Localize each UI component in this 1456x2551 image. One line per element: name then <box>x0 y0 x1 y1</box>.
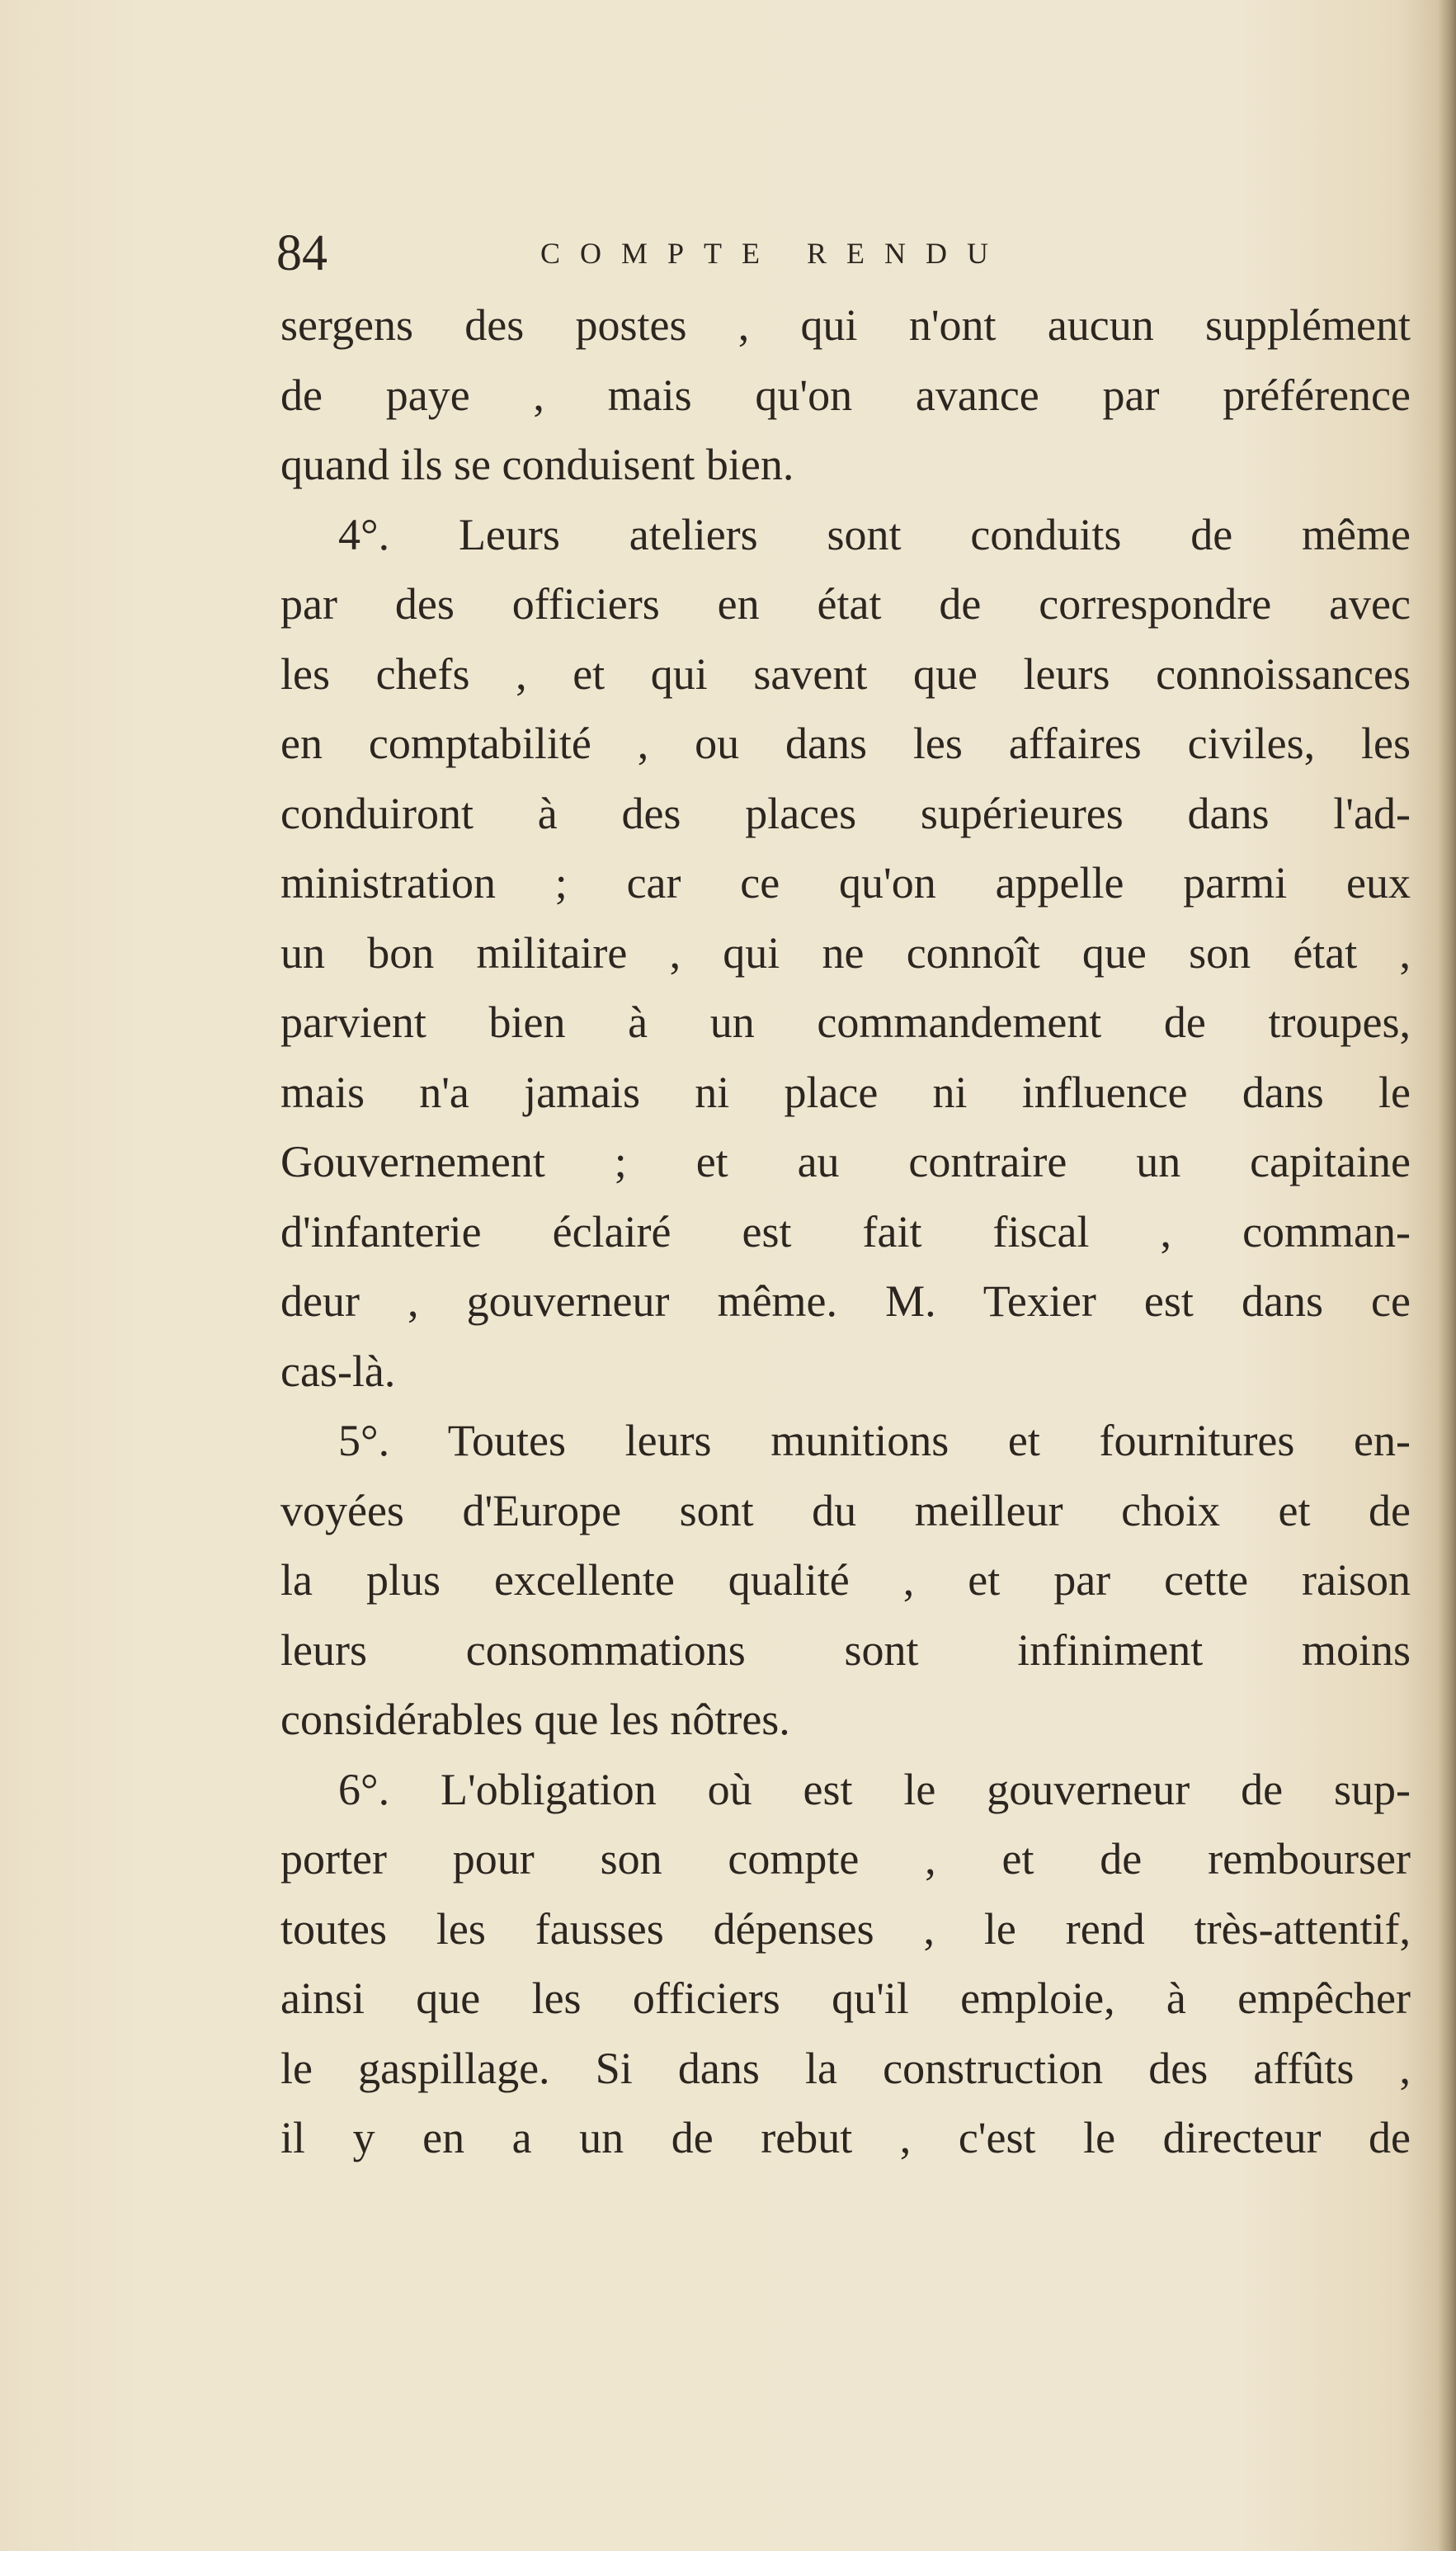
text-line: le gaspillage. Si dans la construction des affûts , <box>280 2043 1411 2093</box>
text-line: il y en a un de rebut , c'est le directeur de <box>280 2113 1411 2162</box>
body-text <box>280 290 1411 2173</box>
page-header <box>276 216 1266 290</box>
text-line: d'infanterie éclairé est fait fiscal , comman- <box>280 1206 1411 1257</box>
text-line: en comptabilité , ou dans les affaires civiles, les <box>280 719 1411 768</box>
text-line: conduiront à des places supérieures dans l'ad- <box>280 788 1411 838</box>
text-line: 6°. L'obligation où est le gouverneur de sup- <box>338 1764 1411 1814</box>
text-line: par des officiers en état de correspondre avec <box>280 579 1411 629</box>
text-line: de paye , mais qu'on avance par préférence <box>280 370 1411 420</box>
text-line: leurs consommations sont infiniment moins <box>280 1624 1411 1675</box>
page-number: 84 <box>276 225 327 281</box>
text-line: ministration ; car ce qu'on appelle parmi eux <box>280 858 1411 908</box>
text-line: cas-là. <box>280 1346 396 1396</box>
text-line: ainsi que les officiers qu'il emploie, à empêcher <box>280 1973 1411 2023</box>
text-line: mais n'a jamais ni place ni influence dans le <box>280 1067 1411 1117</box>
text-line: les chefs , et qui savent que leurs connoissances <box>280 648 1411 699</box>
text-line: parvient bien à un commandement de troupes, <box>280 997 1411 1047</box>
text-line: sergens des postes , qui n'ont aucun supplément <box>280 300 1411 350</box>
text-line: la plus excellente qualité , et par cette raison <box>280 1555 1411 1605</box>
text-line: deur , gouverneur même. M. Texier est dans ce <box>280 1276 1411 1326</box>
text-line: quand ils se conduisent bien. <box>280 440 794 489</box>
text-line: un bon militaire , qui ne connoît que son état , <box>280 927 1411 978</box>
text-line: Gouvernement ; et au contraire un capitaine <box>280 1137 1411 1186</box>
text-line: toutes les fausses dépenses , le rend très-attentif, <box>280 1903 1411 1954</box>
text-line: porter pour son compte , et de rembourser <box>280 1834 1411 1884</box>
page-edge-shadow <box>1438 0 1456 2551</box>
text-line: 4°. Leurs ateliers sont conduits de même <box>338 509 1411 559</box>
text-line: 5°. Toutes leurs munitions et fournitures en- <box>338 1416 1411 1465</box>
text-line: voyées d'Europe sont du meilleur choix et de <box>280 1485 1411 1535</box>
running-head: COMPTE RENDU <box>540 237 1009 270</box>
text-line: considérables que les nôtres. <box>280 1695 790 1744</box>
